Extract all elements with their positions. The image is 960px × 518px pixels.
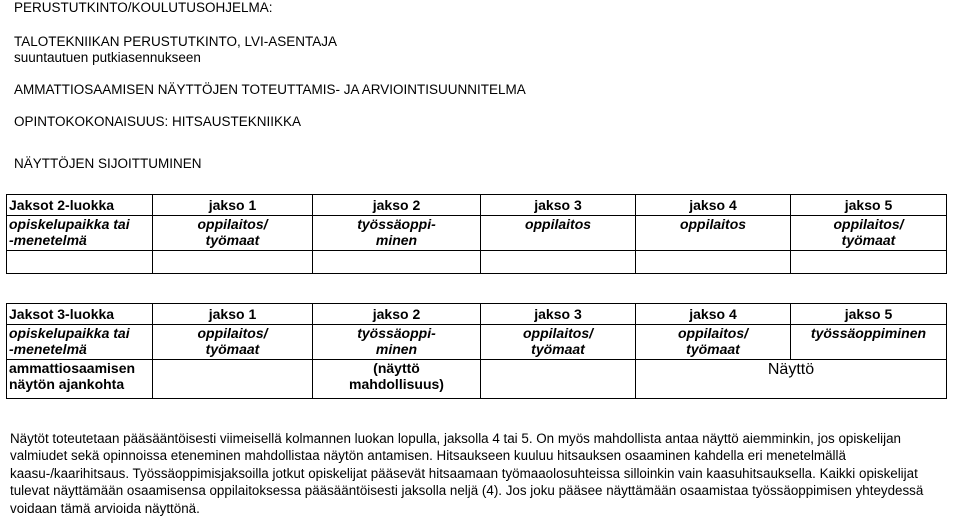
table-cell: työssäoppi- minen <box>313 216 481 251</box>
study-module: OPINTOKOKONAISUUS: HITSAUSTEKNIIKKA <box>14 114 302 129</box>
table-cell: oppilaitos/ työmaat <box>153 216 313 251</box>
table-cell: oppilaitos <box>636 216 791 251</box>
periods-table-grade-2 <box>6 194 947 274</box>
header-cell: jakso 1 <box>153 195 313 216</box>
table-cell <box>313 251 481 274</box>
header-cell: jakso 4 <box>636 195 791 216</box>
table-row <box>7 325 947 360</box>
doc-heading-degree: PERUSTUTKINTO/KOULUTUSOHJELMA: <box>14 0 273 15</box>
table-row-timing <box>7 360 947 399</box>
table-cell: työssäoppi- minen <box>313 325 481 360</box>
table-cell: oppilaitos/ työmaat <box>153 325 313 360</box>
table-cell: työssäoppiminen <box>791 325 947 360</box>
table-cell <box>7 251 153 274</box>
row-label: opiskelupaikka tai -menetelmä <box>7 216 153 251</box>
header-cell: jakso 5 <box>791 304 947 325</box>
table-cell: oppilaitos/ työmaat <box>481 325 636 360</box>
header-cell: jakso 2 <box>313 195 481 216</box>
naytto-label: Näyttö <box>767 361 815 378</box>
table-cell: oppilaitos/ työmaat <box>636 325 791 360</box>
degree-specialization: suuntautuen putkiasennukseen <box>14 50 201 65</box>
table-row <box>7 216 947 251</box>
section-title: NÄYTTÖJEN SIJOITTUMINEN <box>14 156 202 171</box>
header-cell: Jaksot 3-luokka <box>7 304 153 325</box>
degree-title: TALOTEKNIIKAN PERUSTUTKINTO, LVI-ASENTAJA <box>14 34 338 49</box>
header-cell: jakso 2 <box>313 304 481 325</box>
header-cell: jakso 4 <box>636 304 791 325</box>
table-row-empty <box>7 251 947 274</box>
header-cell: jakso 1 <box>153 304 313 325</box>
naytto-cell <box>636 360 947 399</box>
table-cell <box>481 360 636 399</box>
table-cell: (näyttö mahdollisuus) <box>313 360 481 399</box>
periods-table-grade-3 <box>6 303 947 399</box>
explanation-paragraph: Näytöt toteutetaan pääsääntöisesti viimeisellä kolmannen luokan lopulla, jaksolla 4 tai 5. On myös mahdollista antaa näyttö aiemminkin, jos opiskelijan valmiudet sekä opinnoissa eteneminen mahdollistaa näytön antamisen. Hitsaukseen kuuluu hitsauksen osaaminen kahdella eri menetelmällä kaasu-/kaarihitsaus. Työssäoppimisjaksoilla jotkut opiskelijat pääsevät hitsaamaan työmaaolosuhteissa silloinkin vain kaasuhitsauksella. Kaikki opiskelijat tulevat näyttämään osaamisensa oppilaitoksessa pääsääntöisesti jaksolla neljä (4). Jos joku pääsee näyttämään osaamistaa työssäoppimisen yhteydessä voidaan tämä arvioida näyttönä. <box>10 431 924 516</box>
row-label: opiskelupaikka tai -menetelmä <box>7 325 153 360</box>
table-cell <box>153 360 313 399</box>
header-cell: jakso 3 <box>481 195 636 216</box>
table-cell: oppilaitos <box>481 216 636 251</box>
table-cell <box>153 251 313 274</box>
table-cell <box>636 251 791 274</box>
table-cell <box>791 251 947 274</box>
row-label: ammattiosaamisen näytön ajankohta <box>7 360 153 399</box>
table-header-row <box>7 195 947 216</box>
header-cell: Jaksot 2-luokka <box>7 195 153 216</box>
table-cell <box>481 251 636 274</box>
table-cell: oppilaitos/ työmaat <box>791 216 947 251</box>
header-cell: jakso 5 <box>791 195 947 216</box>
header-cell: jakso 3 <box>481 304 636 325</box>
plan-title: AMMATTIOSAAMISEN NÄYTTÖJEN TOTEUTTAMIS- JA ARVIOINTISUUNNITELMA <box>14 82 526 97</box>
table-header-row <box>7 304 947 325</box>
